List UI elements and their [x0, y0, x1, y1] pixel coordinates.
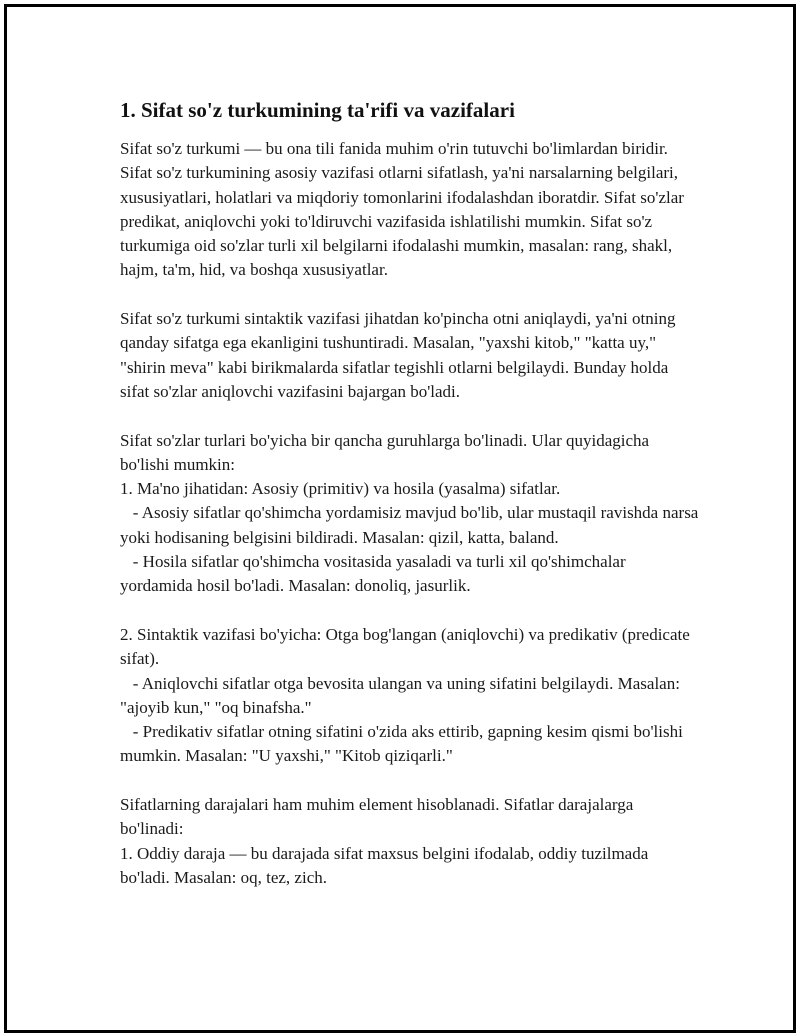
paragraph-intro: Sifat so'z turkumi — bu ona tili fanida muhim o'rin tutuvchi bo'limlardan biridir. Sifat so'z turkumining asosiy vazifasi otlarni sifatlash, ya'ni narsalarning belgilari, xususiyatlari, holatlari va miqdoriy tomonlarini ifodalashdan iboratdir. Sifat so'zlar predikat, aniqlovchi yoki to'ldiruvchi vazifasida ishlatilishi mumkin. Sifat so'z turkumiga oid so'zlar turli xil belgilarni ifodalashi mumkin, masalan: rang, shakl, hajm, ta'm, hid, va boshqa xususiyatlar.	[120, 139, 689, 280]
paragraph-degrees: Sifatlarning darajalari ham muhim element hisoblanadi. Sifatlar darajalarga bo'linadi: 1. Oddiy daraja — bu darajada sifat maxsus belgini ifodalab, oddiy tuzilmada bo'ladi. Masalan: oq, tez, zich.	[120, 795, 649, 887]
document-body	[120, 97, 700, 890]
page-frame	[4, 4, 796, 1033]
paragraph-types-by-meaning: Sifat so'zlar turlari bo'yicha bir qancha guruhlarga bo'linadi. Ular quyidagicha bo'lishi mumkin: 1. Ma'no jihatidan: Asosiy (primitiv) va hosila (yasalma) sifatlar. - Asosiy sifatlar qo'shimcha yordamisiz mavjud bo'lib, ular mustaqil ravishda narsa yoki hodisaning belgisini bildiradi. Masalan: qizil, katta, baland. - Hosila sifatlar qo'shimcha vositasida yasaladi va turli xil qo'shimchalar yordamida hosil bo'ladi. Masalan: donoliq, jasurlik.	[120, 430, 699, 596]
document-title: 1. Sifat so'z turkumining ta'rifi va vazifalari	[120, 98, 515, 122]
paragraph-types-by-syntax: 2. Sintaktik vazifasi bo'yicha: Otga bog'langan (aniqlovchi) va predikativ (predicate sifat). - Aniqlovchi sifatlar otga bevosita ulangan va uning sifatini belgilaydi. Masalan: "ajoyib kun," "oq binafsha." - Predikativ sifatlar otning sifatini o'zida aks ettirib, gapning kesim qismi bo'lishi mumkin. Masalan: "U yaxshi," "Kitob qiziqarli."	[120, 624, 690, 766]
paragraph-syntactic-role: Sifat so'z turkumi sintaktik vazifasi jihatdan ko'pincha otni aniqlaydi, ya'ni otning qanday sifatga ega ekanligini tushuntiradi. Masalan, "yaxshi kitob," "katta uy," "shirin meva" kabi birikmalarda sifatlar tegishli otlarni belgilaydi. Bunday holda sifat so'zlar aniqlovchi vazifasini bajargan bo'ladi.	[120, 309, 680, 401]
